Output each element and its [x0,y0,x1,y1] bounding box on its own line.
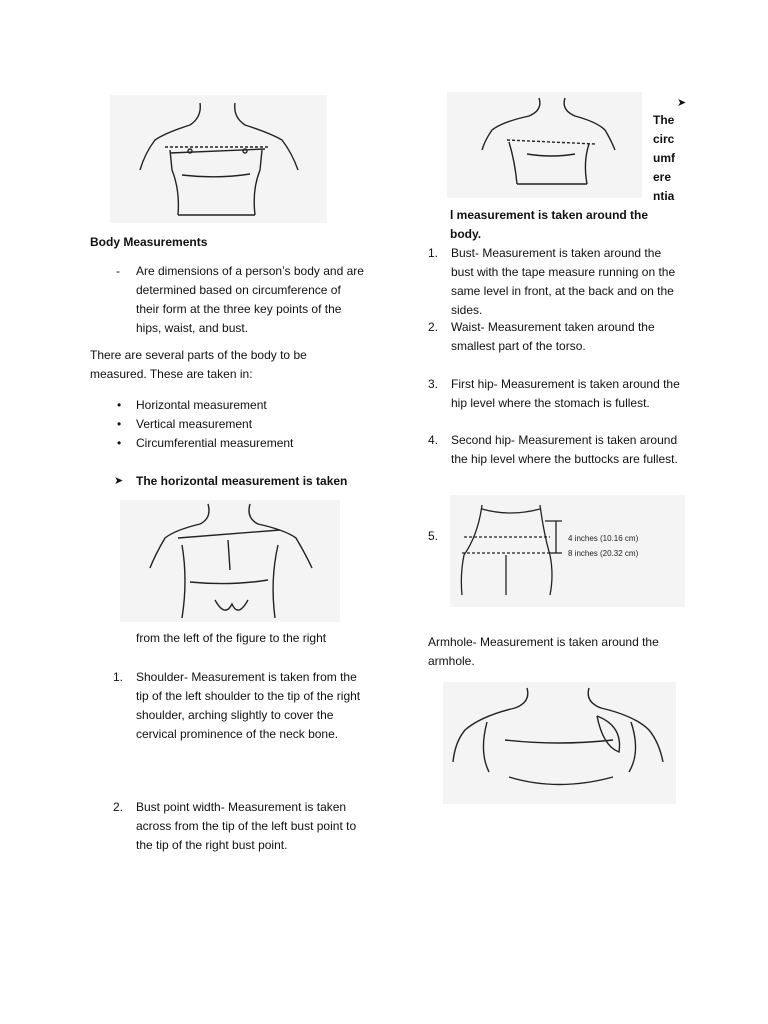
list-item-first-hip: First hip- Measurement is taken around the hip level where the stomach is fullest. [451,377,680,410]
dash-marker: - [116,264,120,278]
intro-paragraph: There are several parts of the body to be measured. These are taken in: [90,348,307,381]
list-item-bust-point: Bust point width- Measurement is taken across from the tip of the left bust point to the tip of the right bust point. [136,800,357,852]
list-number: 2. [428,320,439,334]
list-number: 2. [113,800,124,814]
list-item-bust: Bust- Measurement is taken around the bust with the tape measure running on the same level in front, at the back and on the sides. [451,246,676,317]
circ-line: umf [653,151,675,165]
list-number: 4. [428,433,439,447]
section-heading: Body Measurements [90,235,208,249]
bullet-item: Horizontal measurement [136,398,267,412]
list-item-shoulder: Shoulder- Measurement is taken from the tip of the left shoulder to the tip of the right shoulder, arching slightly to cover the cervical prominence of the neck bone. [136,670,361,741]
hip-label-8in: 8 inches (20.32 cm) [568,549,639,558]
bullet-icon: • [117,417,122,431]
list-item-second-hip: Second hip- Measurement is taken around the hip level where the buttocks are fullest. [451,433,678,466]
armhole-figure [443,682,676,804]
circumferential-figure [447,92,642,198]
back-shoulder-figure [120,500,340,622]
list-number: 1. [428,246,439,260]
list-number: 1. [113,670,124,684]
bullet-item: Vertical measurement [136,417,253,431]
armhole-text [428,633,683,671]
circ-line: The [653,113,675,127]
hip-levels-figure [450,495,685,607]
arrow-bullet-icon: ➤ [677,97,687,109]
arrow-bullet-icon: ➤ [114,475,124,487]
circ-line: circ [653,132,675,146]
circ-line: ntia [653,189,675,203]
bullet-icon: • [117,398,122,412]
circ-line: ere [653,170,672,184]
bullet-item: Circumferential measurement [136,436,294,450]
figure-caption: from the left of the figure to the right [136,631,327,645]
bullet-icon: • [117,436,122,450]
hip-label-4in: 4 inches (10.16 cm) [568,534,639,543]
definition-text: Are dimensions of a person’s body and are determined based on circumference of their form at the three key points of the hips, waist, and bust. [136,264,364,335]
armhole-label: Armhole- Measurement is taken around the armhole. [428,635,659,668]
list-number: 5. [428,529,439,543]
circ-tail: l measurement is taken around the body. [450,208,649,241]
torso-bust-figure [110,95,327,223]
list-item-waist: Waist- Measurement taken around the smallest part of the torso. [451,320,655,353]
list-number: 3. [428,377,439,391]
horizontal-heading: The horizontal measurement is taken [136,474,348,488]
